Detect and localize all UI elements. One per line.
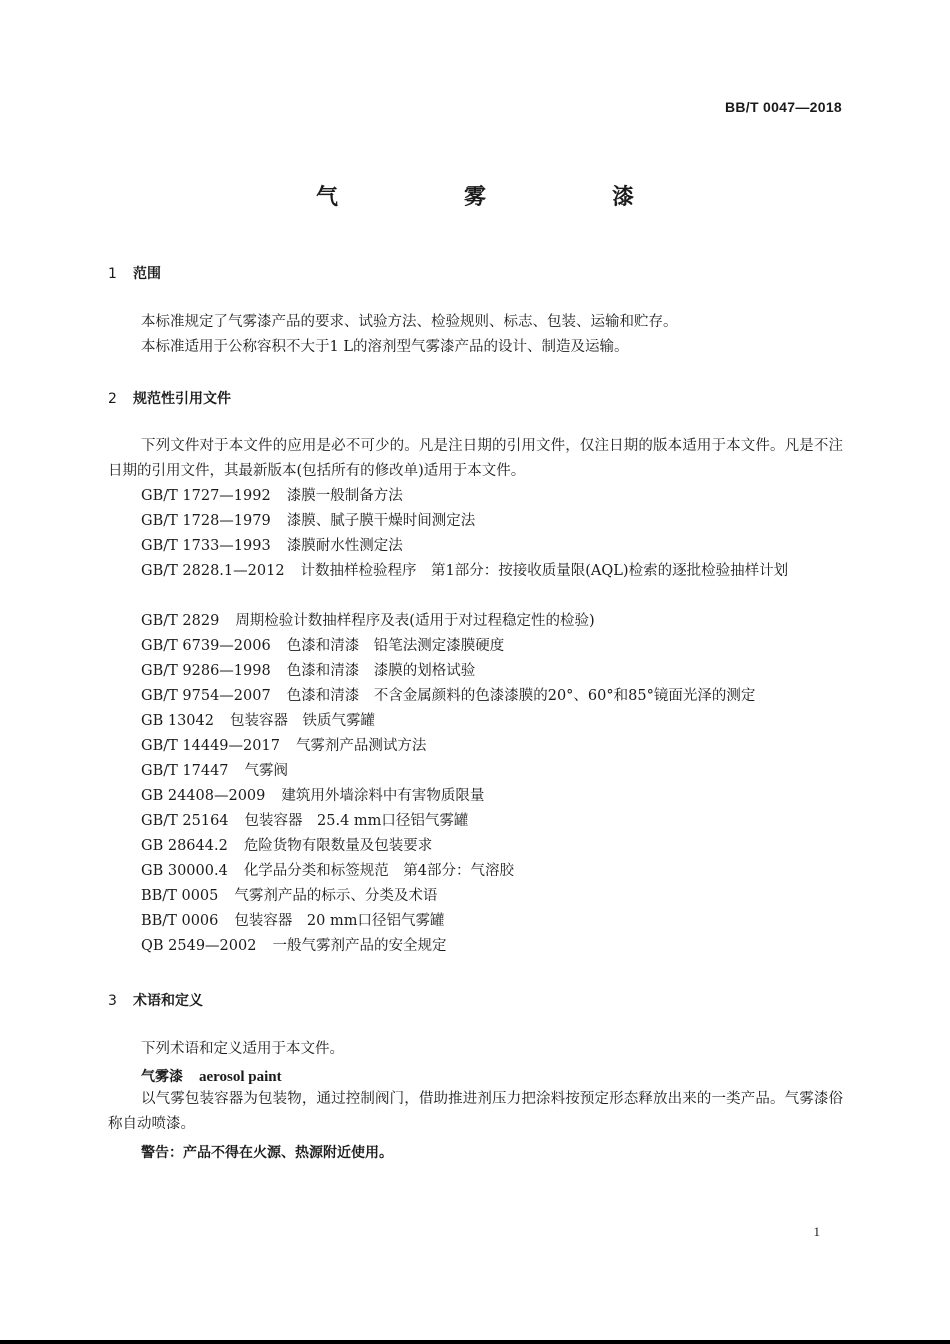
section-heading-terms — [108, 990, 203, 1010]
reference-title: 色漆和清漆 不含金属颜料的色漆漆膜的20°、60°和85°镜面光泽的测定 — [286, 688, 756, 704]
terms-intro: 下列术语和定义适用于本文件。 — [141, 1041, 344, 1057]
reference-item — [108, 709, 843, 734]
section-heading-references — [108, 388, 231, 408]
term-english: aerosol paint — [199, 1069, 282, 1085]
section-number: 1 — [108, 266, 117, 282]
section-number: 3 — [108, 993, 117, 1009]
reference-item — [108, 884, 843, 909]
reference-title: 色漆和清漆 漆膜的划格试验 — [286, 663, 476, 679]
reference-title: 周期检验计数抽样程序及表(适用于对过程稳定性的检验) — [235, 613, 595, 629]
reference-code: GB/T 1733—1993 — [141, 538, 271, 554]
reference-item — [108, 909, 843, 934]
reference-item — [108, 759, 843, 784]
reference-title: 包装容器 铁质气雾罐 — [229, 713, 375, 729]
warning-note: 警告：产品不得在火源、热源附近使用。 — [141, 1145, 393, 1161]
references-intro: 下列文件对于本文件的应用是必不可少的。凡是注日期的引用文件，仅注日期的版本适用于本文件。凡是不注日期的引用文件，其最新版本(包括所有的修改单)适用于本文件。 — [108, 438, 843, 479]
reference-code: GB 30000.4 — [141, 863, 228, 879]
reference-item — [108, 784, 843, 809]
reference-code: GB 13042 — [141, 713, 214, 729]
reference-title: 包装容器 25.4 mm口径铝气雾罐 — [244, 813, 469, 829]
bottom-rule — [0, 1340, 950, 1344]
reference-title: 漆膜、腻子膜干燥时间测定法 — [286, 513, 476, 529]
reference-title: 气雾剂产品的标示、分类及术语 — [234, 888, 438, 904]
reference-item — [108, 634, 843, 659]
reference-code: GB/T 1727—1992 — [141, 488, 271, 504]
scope-paragraph-2: 本标准适用于公称容积不大于1 L的溶剂型气雾漆产品的设计、制造及运输。 — [141, 339, 629, 355]
term-entry — [141, 1066, 282, 1086]
document-title: 气 雾 漆 — [315, 185, 686, 210]
reference-code: GB/T 14449—2017 — [141, 738, 280, 754]
reference-title: 漆膜一般制备方法 — [286, 488, 403, 504]
reference-item — [108, 534, 843, 559]
reference-title: 漆膜耐水性测定法 — [286, 538, 403, 554]
reference-title: 一般气雾剂产品的安全规定 — [272, 938, 447, 954]
term-chinese: 气雾漆 — [141, 1069, 183, 1085]
reference-code: BB/T 0006 — [141, 913, 219, 929]
reference-code: GB/T 9286—1998 — [141, 663, 271, 679]
reference-title: 计数抽样检验程序 第1部分：按接收质量限(AQL)检索的逐批检验抽样计划 — [300, 563, 789, 579]
section-heading-scope — [108, 263, 161, 283]
reference-item — [108, 659, 843, 684]
reference-item — [108, 609, 843, 634]
reference-code: QB 2549—2002 — [141, 938, 257, 954]
reference-item — [108, 509, 843, 534]
reference-code: BB/T 0005 — [141, 888, 219, 904]
reference-code: GB/T 2828.1—2012 — [141, 563, 285, 579]
reference-item — [108, 859, 843, 884]
reference-code: GB/T 17447 — [141, 763, 229, 779]
section-title: 术语和定义 — [133, 993, 203, 1009]
reference-title: 色漆和清漆 铅笔法测定漆膜硬度 — [286, 638, 505, 654]
reference-code: GB/T 25164 — [141, 813, 229, 829]
reference-item — [108, 734, 843, 759]
reference-title: 包装容器 20 mm口径铝气雾罐 — [234, 913, 445, 929]
reference-item — [108, 834, 843, 859]
reference-title: 气雾剂产品测试方法 — [295, 738, 427, 754]
reference-title: 气雾阀 — [244, 763, 289, 779]
page-number: 1 — [813, 1224, 820, 1239]
section-number: 2 — [108, 391, 117, 407]
reference-code: GB 28644.2 — [141, 838, 228, 854]
scope-paragraph-1: 本标准规定了气雾漆产品的要求、试验方法、检验规则、标志、包装、运输和贮存。 — [141, 314, 678, 330]
reference-code: GB 24408—2009 — [141, 788, 266, 804]
reference-title: 危险货物有限数量及包装要求 — [243, 838, 433, 854]
reference-item — [108, 484, 843, 509]
section-title: 范围 — [133, 266, 161, 282]
reference-item — [108, 809, 843, 834]
reference-item — [108, 559, 843, 584]
section-title: 规范性引用文件 — [133, 391, 231, 407]
term-definition: 以气雾包装容器为包装物，通过控制阀门，借助推进剂压力把涂料按预定形态释放出来的一类产品。气雾漆俗称自动喷漆。 — [108, 1091, 843, 1132]
standard-code: BB/T 0047—2018 — [724, 99, 842, 115]
reference-code: GB/T 1728—1979 — [141, 513, 271, 529]
reference-code: GB/T 6739—2006 — [141, 638, 271, 654]
reference-title: 化学品分类和标签规范 第4部分：气溶胶 — [243, 863, 515, 879]
reference-title: 建筑用外墙涂料中有害物质限量 — [281, 788, 485, 804]
reference-item — [108, 684, 843, 709]
reference-code: GB/T 9754—2007 — [141, 688, 271, 704]
reference-code: GB/T 2829 — [141, 613, 220, 629]
reference-item — [108, 934, 843, 959]
